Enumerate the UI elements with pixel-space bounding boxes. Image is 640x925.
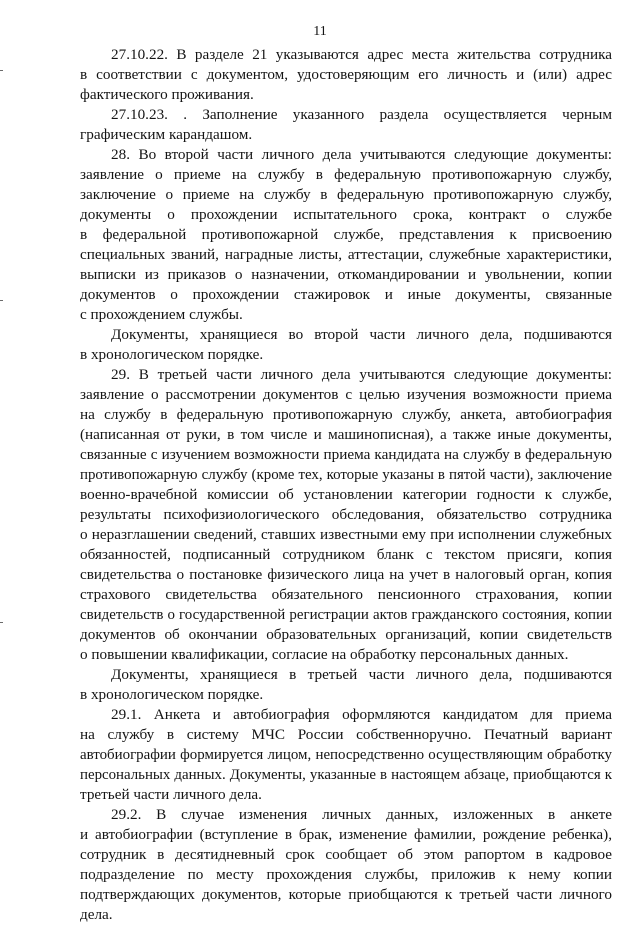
paragraph-29-2-line: подразделение по месту прохождения службы, приложив к нему копии — [80, 866, 612, 883]
paragraph-29-line: свидетельства о постановке физического лица на учет в налоговый орган, копия — [80, 566, 612, 583]
paragraph-27-10-23-line: 27.10.23. . Заполнение указанного раздела осуществляется черным — [111, 106, 612, 123]
paragraph-28-line: документов о прохождении стажировок и иные документы, связанные — [80, 286, 612, 303]
paragraph-28-line: 28. Во второй части личного дела учитываются следующие документы: — [111, 146, 612, 163]
paragraph-29-line: результаты психофизиологического обследования, обязательство сотрудника — [80, 506, 612, 523]
paragraph-29-note-line: Документы, хранящиеся в третьей части личного дела, подшиваются — [111, 666, 612, 683]
paragraph-29-1-line: 29.1. Анкета и автобиография оформляются кандидатом для приема — [111, 706, 612, 723]
paragraph-27-10-22-line: в соответствии с документом, удостоверяющим его личность и (или) адрес — [80, 66, 612, 83]
paragraph-29-line: о повышении квалификации, согласие на обработку персональных данных. — [80, 646, 569, 663]
paragraph-29-line: связанные с изучением возможности приема кандидата на службу в федеральную — [80, 446, 612, 463]
paragraph-28-note-line: в хронологическом порядке. — [80, 346, 264, 363]
paragraph-28-line: заключение о приеме на службу в федеральную противопожарную службу, — [80, 186, 612, 203]
paragraph-29-line: документов об окончании образовательных организаций, копии свидетельств — [80, 626, 612, 643]
paragraph-29-line: о неразглашении сведений, ставших известными ему при исполнении служебных — [80, 526, 612, 543]
paragraph-28-line: с прохождением службы. — [80, 306, 243, 323]
paragraph-29-line: противопожарную службу (кроме тех, которые указаны в пятой части), заключение — [80, 467, 612, 483]
paragraph-28-line: в федеральной противопожарной службе, представления к присвоению — [80, 226, 612, 243]
paragraph-29-line: военно-врачебной комиссии об установлении категории годности к службе, — [80, 486, 612, 503]
paragraph-29-1-line: персональных данных. Документы, указанные в настоящем абзаце, приобщаются к — [80, 767, 612, 783]
paragraph-29-2-line: подтверждающих документов, которые приобщаются к третьей части личного — [80, 886, 612, 903]
paragraph-29-1-line: автобиографии формируется лицом, непосредственно осуществляющим обработку — [80, 747, 612, 763]
paragraph-27-10-22-line: 27.10.22. В разделе 21 указываются адрес места жительства сотрудника — [111, 46, 612, 63]
paragraph-28-note-line: Документы, хранящиеся во второй части личного дела, подшиваются — [111, 326, 612, 343]
paragraph-27-10-23-line: графическим карандашом. — [80, 126, 253, 143]
paragraph-29-line: свидетельств о государственной регистрации актов гражданского состояния, копии — [80, 607, 612, 623]
paragraph-28-line: специальных званий, наградные листы, аттестации, служебные характеристики, — [80, 246, 612, 263]
paragraph-29-note-line: в хронологическом порядке. — [80, 686, 264, 703]
margin-mark — [0, 622, 3, 623]
paragraph-29-1-line: на службу в систему МЧС России собственноручно. Печатный вариант — [80, 726, 612, 743]
paragraph-29-line: (написанная от руки, в том числе и машинописная), а также иные документы, — [80, 426, 612, 443]
paragraph-28-line: заявление о приеме на службу в федеральную противопожарную службу, — [80, 166, 612, 183]
paragraph-28-line: выписки из приказов о назначении, откомандировании и увольнении, копии — [80, 266, 612, 283]
paragraph-29-line: заявление о рассмотрении документов с целью изучения возможности приема — [80, 386, 612, 403]
paragraph-29-line: страхового свидетельства обязательного пенсионного страхования, копии — [80, 586, 612, 603]
paragraph-29-1-line: третьей части личного дела. — [80, 786, 262, 803]
margin-mark — [0, 300, 3, 301]
paragraph-29-line: 29. В третьей части личного дела учитываются следующие документы: — [111, 366, 612, 383]
page-number: 11 — [313, 24, 327, 39]
paragraph-29-2-line: и автобиографии (вступление в брак, изменение фамилии, рождение ребенка), — [80, 826, 612, 843]
paragraph-29-line: на службу в федеральную противопожарную службу, анкета, автобиография — [80, 406, 612, 423]
paragraph-28-line: документы о прохождении испытательного срока, контракт о службе — [80, 206, 612, 223]
paragraph-29-2-line: 29.2. В случае изменения личных данных, изложенных в анкете — [111, 806, 612, 823]
paragraph-27-10-22-line: фактического проживания. — [80, 86, 254, 103]
margin-mark — [0, 70, 3, 71]
paragraph-29-2-line: сотрудник в десятидневный срок сообщает об этом рапортом в кадровое — [80, 846, 612, 863]
paragraph-29-line: обязанностей, подписанный сотрудником бланк с текстом присяги, копия — [80, 546, 612, 563]
paragraph-29-2-line: дела. — [80, 906, 113, 923]
